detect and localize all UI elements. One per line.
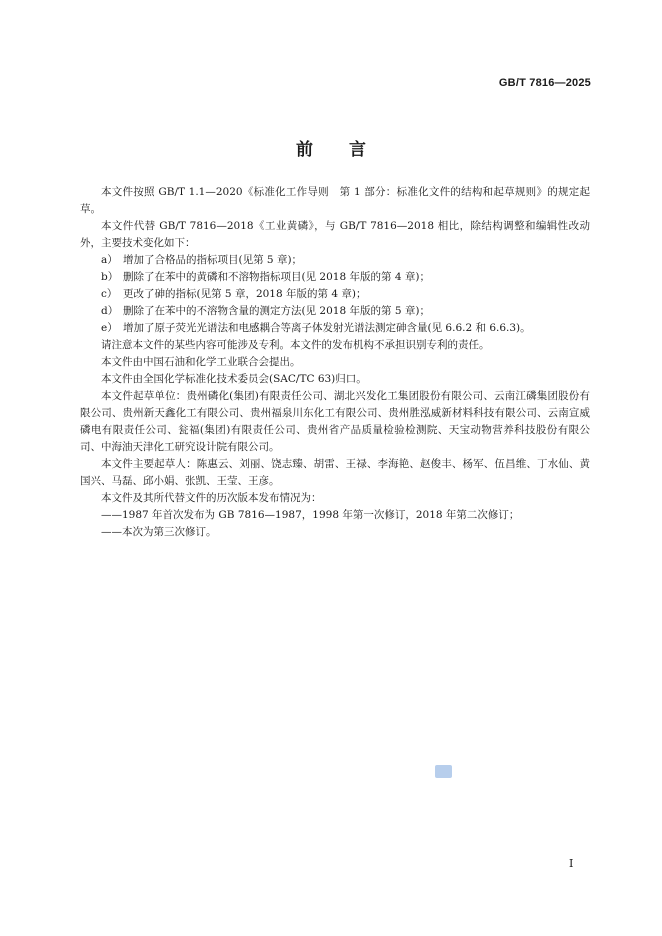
change-item-a (80, 252, 590, 269)
page-title: 前言 (296, 140, 402, 160)
change-item-label: c） (101, 288, 118, 300)
change-item-label: e） (101, 322, 118, 334)
proposer-paragraph: 本文件由中国石油和化学工业联合会提出。 (101, 356, 301, 368)
change-item-label: d） (101, 305, 119, 317)
history-item: ——本次为第三次修订。 (101, 526, 217, 538)
drafting-rules-paragraph: 本文件按照 GB/T 1.1—2020《标准化工作导则 第 1 部分：标准化文件的结构和起草规则》的规定起草。 (80, 186, 590, 215)
change-item-e (80, 320, 590, 337)
patent-notice-paragraph: 请注意本文件的某些内容可能涉及专利。本文件的发布机构不承担识别专利的责任。 (101, 339, 490, 351)
change-item-c (80, 286, 590, 303)
change-item-text: 删除了在苯中的不溶物含量的测定方法(见 2018 年版的第 5 章)； (123, 305, 430, 317)
change-item-d (80, 303, 590, 320)
document-body (80, 184, 590, 541)
history-intro-paragraph: 本文件及其所代替文件的历次版本发布情况为： (101, 492, 322, 504)
watermark-logo-icon (435, 765, 452, 778)
drafting-units-paragraph: 本文件起草单位：贵州磷化(集团)有限责任公司、湖北兴发化工集团股份有限公司、云南江磷集团股份有限公司、贵州新天鑫化工有限公司、贵州福泉川东化工有限公司、贵州胜泓威新材料科技有限公司、云南宣威磷电有限责任公司、瓮福(集团)有限责任公司、贵州省产品质量检验检测院、天宝动物营养科技股份有限公司、中海油天津化工研究设计院有限公司。 (80, 390, 590, 453)
change-item-text: 更改了砷的指标(见第 5 章，2018 年版的第 4 章)； (123, 288, 367, 300)
change-item-text: 删除了在苯中的黄磷和不溶物指标项目(见 2018 年版的第 4 章)； (123, 271, 430, 283)
change-item-text: 增加了合格品的指标项目(见第 5 章)； (123, 254, 303, 266)
change-item-label: a） (101, 254, 118, 266)
change-item-text: 增加了原子荧光光谱法和电感耦合等离子体发射光谱法测定砷含量(见 6.6.2 和 6.6.3)。 (123, 322, 531, 334)
committee-paragraph: 本文件由全国化学标准化技术委员会(SAC/TC 63)归口。 (101, 373, 367, 385)
page-number: I (569, 857, 574, 870)
drafters-paragraph: 本文件主要起草人：陈惠云、刘丽、饶志臻、胡雷、王禄、李海艳、赵俊丰、杨军、伍昌维、丁水仙、黄国兴、马磊、邱小娟、张凯、王莹、王彦。 (80, 458, 590, 487)
history-item: ——1987 年首次发布为 GB 7816—1987，1998 年第一次修订，2018 年第二次修订； (101, 509, 520, 521)
change-item-label: b） (101, 271, 119, 283)
change-item-b (80, 269, 590, 286)
replacement-paragraph: 本文件代替 GB/T 7816—2018《工业黄磷》，与 GB/T 7816—2018 相比，除结构调整和编辑性改动外，主要技术变化如下： (80, 220, 590, 249)
standard-code: GB/T 7816—2025 (498, 77, 591, 89)
